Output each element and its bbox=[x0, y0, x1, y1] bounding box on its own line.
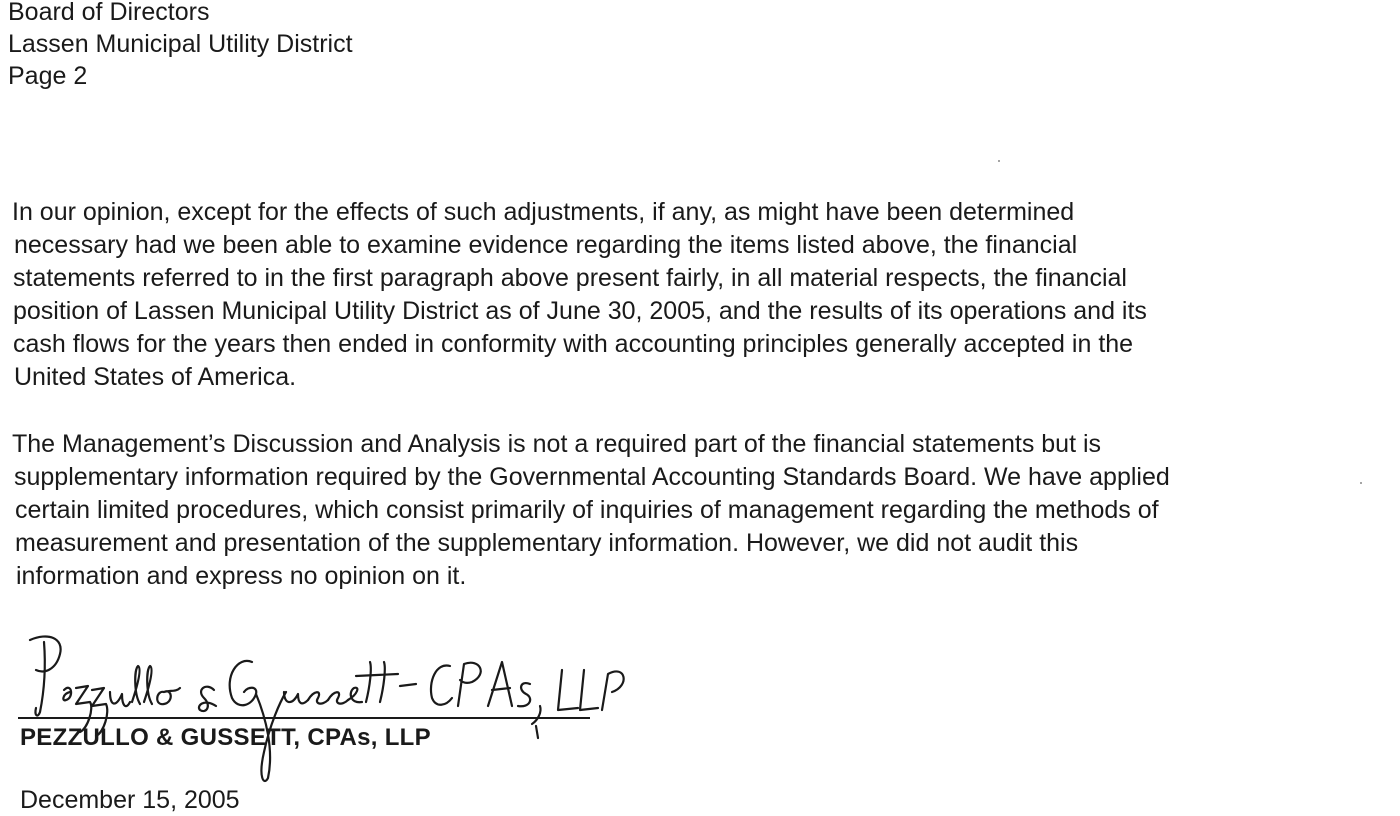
supplementary-info-paragraph bbox=[12, 428, 1312, 593]
page-number-line: Page 2 bbox=[8, 62, 88, 90]
signature-block bbox=[18, 628, 638, 788]
scan-speck bbox=[998, 160, 1000, 162]
addressee-line: Board of Directors bbox=[8, 0, 210, 26]
paragraph-line: measurement and presentation of the supplementary information. However, we did not audit this bbox=[15, 529, 1079, 557]
opinion-paragraph bbox=[12, 196, 1312, 394]
paragraph-line: In our opinion, except for the effects of such adjustments, if any, as might have been determined bbox=[12, 198, 1075, 226]
paragraph-line: certain limited procedures, which consist primarily of inquiries of management regarding the methods of bbox=[15, 496, 1159, 524]
paragraph-line: position of Lassen Municipal Utility District as of June 30, 2005, and the results of its operations and its bbox=[13, 297, 1147, 325]
handwritten-signature bbox=[18, 628, 638, 788]
paragraph-line: necessary had we been able to examine evidence regarding the items listed above, the financial bbox=[14, 231, 1078, 259]
paragraph-line: statements referred to in the first paragraph above present fairly, in all material respects, the financial bbox=[13, 264, 1127, 292]
letter-header bbox=[8, 0, 353, 92]
paragraph-line: information and express no opinion on it. bbox=[16, 562, 467, 590]
firm-name: PEZZULLO & GUSSETT, CPAs, LLP bbox=[20, 724, 431, 751]
organization-line: Lassen Municipal Utility District bbox=[8, 30, 353, 58]
paragraph-line: supplementary information required by the Governmental Accounting Standards Board. We have applied bbox=[14, 463, 1170, 491]
scan-speck bbox=[1360, 482, 1362, 484]
signature-line bbox=[18, 717, 590, 719]
paragraph-line: cash flows for the years then ended in conformity with accounting principles generally accepted in the bbox=[13, 330, 1134, 358]
paragraph-line: United States of America. bbox=[14, 363, 297, 391]
report-date: December 15, 2005 bbox=[20, 786, 240, 814]
paragraph-line: The Management’s Discussion and Analysis is not a required part of the financial statements but is bbox=[12, 430, 1102, 458]
